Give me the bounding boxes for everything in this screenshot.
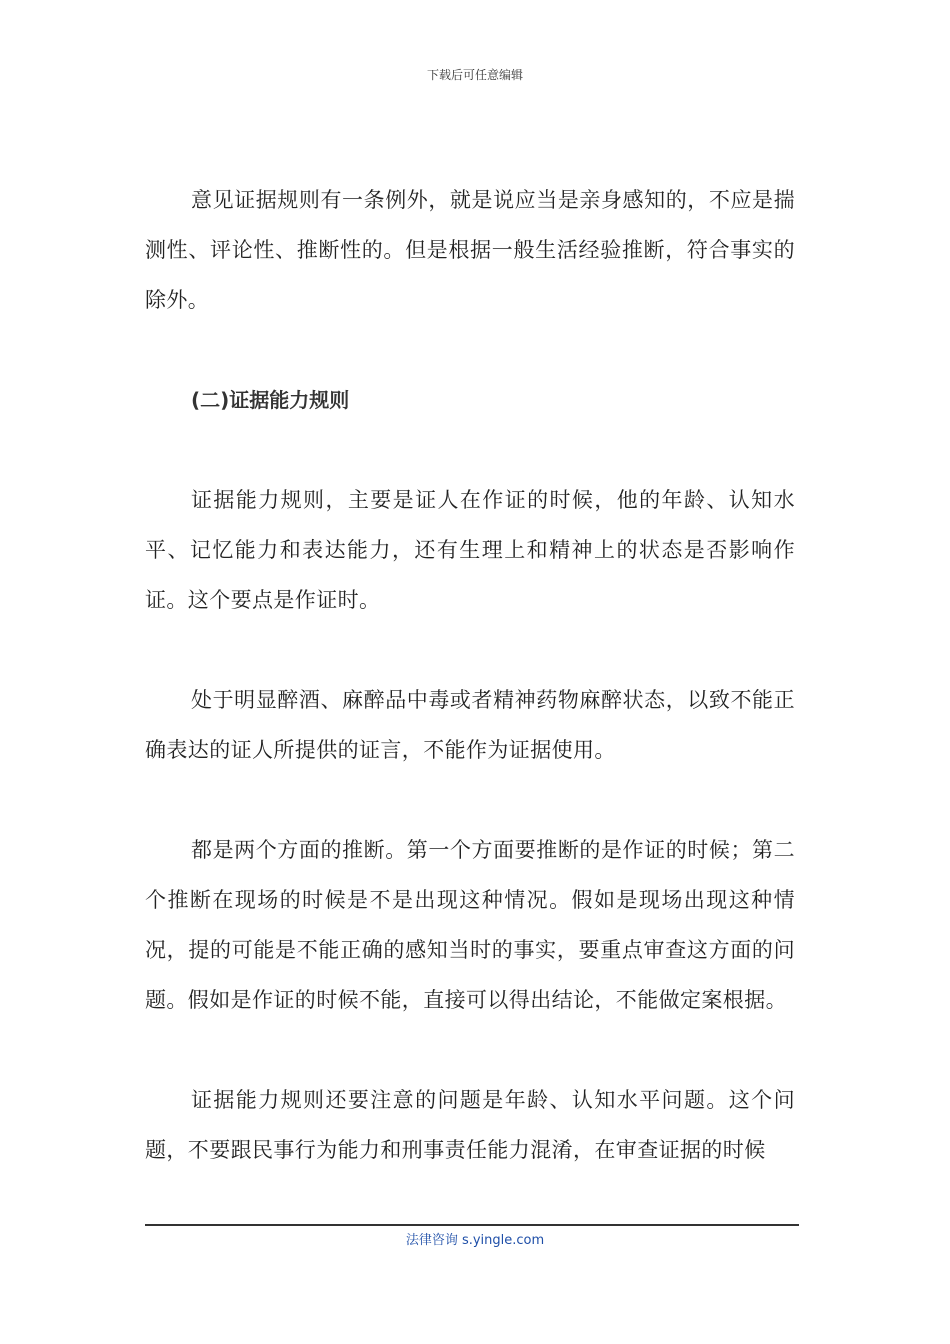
paragraph-intoxication-exclusion: 处于明显醉酒、麻醉品中毒或者精神药物麻醉状态，以致不能正确表达的证人所提供的证言，不能作为证据使用。 <box>145 688 795 762</box>
footer-divider <box>145 1224 799 1226</box>
paragraph-age-cognition: 证据能力规则还要注意的问题是年龄、认知水平问题。这个问题，不要跟民事行为能力和刑事责任能力混淆，在审查证据的时候 <box>145 1088 795 1162</box>
paragraph-opinion-evidence-exception: 意见证据规则有一条例外，就是说应当是亲身感知的，不应是揣测性、评论性、推断性的。但是根据一般生活经验推断，符合事实的除外。 <box>145 188 795 312</box>
paragraph-evidence-capacity-rule: 证据能力规则，主要是证人在作证的时候，他的年龄、认知水平、记忆能力和表达能力，还有生理上和精神上的状态是否影响作证。这个要点是作证时。 <box>145 488 795 612</box>
paragraph-two-inferences: 都是两个方面的推断。第一个方面要推断的是作证的时候；第二个推断在现场的时候是不是出现这种情况。假如是现场出现这种情况，提的可能是不能正确的感知当时的事实，要重点审查这方面的问题。假如是作证的时候不能，直接可以得出结论，不能做定案根据。 <box>145 838 795 1012</box>
document-body <box>145 175 795 1222</box>
footer-link[interactable]: 法律咨询 s.yingle.com <box>405 1233 545 1248</box>
page-header-note: 下载后可任意编辑 <box>426 68 523 82</box>
section-heading-evidence-capacity: (二)证据能力规则 <box>191 388 350 412</box>
